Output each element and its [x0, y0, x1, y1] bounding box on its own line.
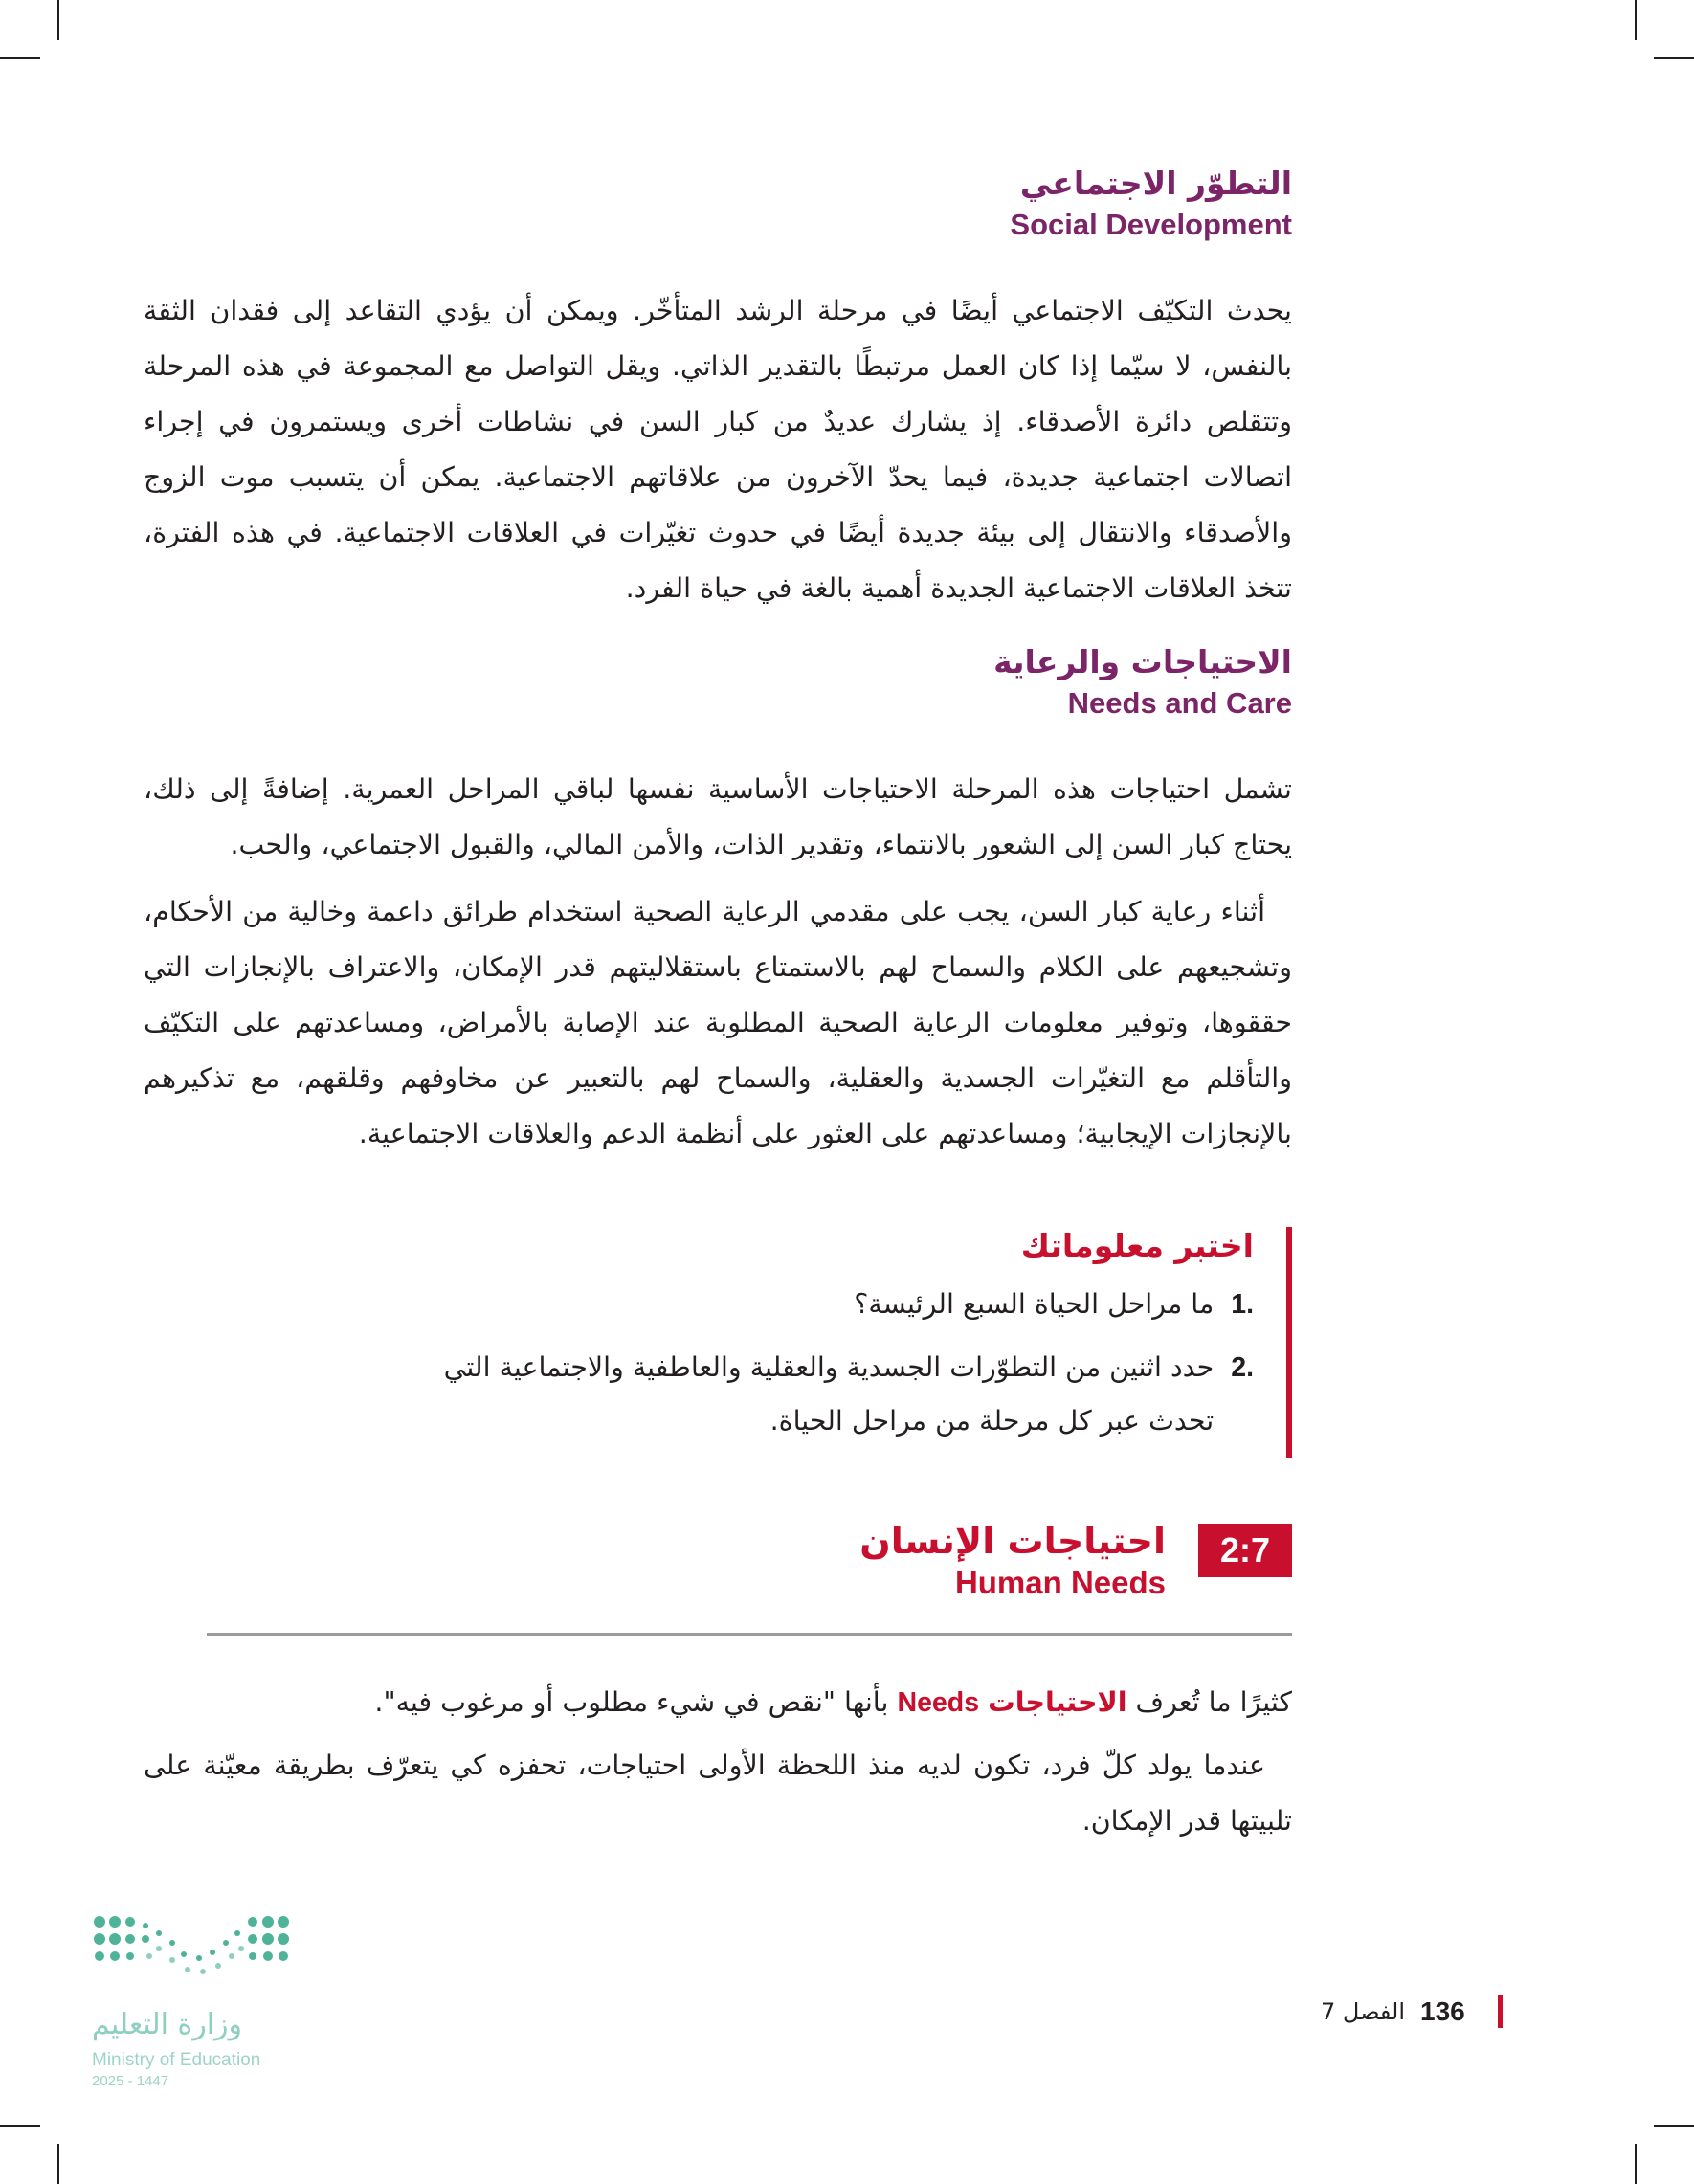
section-title-en: Human Needs	[954, 1565, 1166, 1600]
social-development-paragraph: يحدث التكيّف الاجتماعي أيضًا في مرحلة الرشد المتأخّر. ويمكن أن يؤدي التقاعد إلى فقدان الثقة بالنفس، لا سيّما إذا كان العمل مرتبطًا بالتقدير الذاتي. ويقل التواصل مع المجموعة في هذه المرحلة وتتقلص دائرة الأصدقاء. إذ يشارك عديدٌ من كبار السن في نشاطات أخرى ويستمرون في إجراء اتصالات اجتماعية جديدة، فيما يحدّ الآخرون من علاقاتهم الاجتماعية. يمكن أن يتسبب موت الزوج والأصدقاء والانتقال إلى بيئة جديدة أيضًا في حدوث تغيّرات في العلاقات الاجتماعية. في هذه الفترة، تتخذ العلاقات الاجتماعية الجديدة أهمية بالغة في حياة الفرد.	[144, 295, 1292, 604]
needs-definition	[144, 1675, 1292, 1730]
section-number: 2:7	[1219, 1530, 1271, 1570]
needs-care-title-en: Needs and Care	[1067, 686, 1292, 720]
page-footer	[1321, 1991, 1503, 2033]
quiz-question	[297, 1341, 1254, 1448]
quiz-question-number: 1.	[1231, 1289, 1254, 1320]
footer-divider	[1498, 1995, 1503, 2028]
human-needs-body	[144, 1675, 1292, 1849]
crop-mark	[1654, 57, 1694, 59]
crop-mark	[1635, 2144, 1637, 2184]
needs-care-section	[144, 643, 1292, 721]
logo-dots-icon	[92, 1914, 302, 1991]
social-development-title-en: Social Development	[1010, 208, 1292, 241]
social-development-body	[144, 283, 1292, 616]
section-divider	[207, 1633, 1292, 1636]
quiz-question	[297, 1278, 1254, 1331]
section-number-badge	[1198, 1524, 1292, 1577]
crop-mark	[0, 57, 40, 59]
needs-care-paragraph-2: أثناء رعاية كبار السن، يجب على مقدمي الرعاية الصحية استخدام طرائق داعمة وخالية من الأحكام، وتشجيعهم على الكلام والسماح لهم بالاستمتاع باستقلاليتهم قدر الإمكان، والاعتراف بالإنجازات التي حققوها، وتوفير معلومات الرعاية الصحية المطلوبة عند الإصابة بالأمراض، ومساعدتهم على التكيّف والتأقلم مع التغيّرات الجسدية والعقلية، والسماح لهم بالتعبير عن مخاوفهم وقلقهم، مع تذكيرهم بالإنجازات الإيجابية؛ ومساعدتهم على العثور على أنظمة الدعم والعلاقات الاجتماعية.	[144, 896, 1292, 1149]
quiz-question-text: ما مراحل الحياة السبع الرئيسة؟	[854, 1288, 1215, 1320]
logo-name-ar: وزارة التعليم	[92, 2008, 243, 2041]
chapter-label: الفصل 7	[1321, 1998, 1406, 2025]
needs-care-body	[144, 762, 1292, 1162]
needs-care-title-ar: الاحتياجات والرعاية	[993, 643, 1292, 680]
ministry-logo	[92, 1914, 312, 2106]
test-your-knowledge-box	[297, 1227, 1292, 1458]
needs-care-paragraph-1: تشمل احتياجات هذه المرحلة الاحتياجات الأساسية نفسها لباقي المراحل العمرية. إضافةً إلى ذلك، يحتاج كبار السن إلى الشعور بالانتماء، وتقدير الذات، والأمن المالي، والقبول الاجتماعي، والحب.	[144, 773, 1292, 860]
needs-term-ar: الاحتياجات	[988, 1686, 1127, 1718]
crop-mark	[1654, 2125, 1694, 2127]
logo-year: 2025 - 1447	[92, 2073, 169, 2089]
quiz-question-text: حدد اثنين من التطوّرات الجسدية والعقلية والعاطفية والاجتماعية التي تحدث عبر كل مرحلة من مراحل الحياة.	[443, 1351, 1215, 1437]
page-number: 136	[1420, 1996, 1465, 2026]
social-development-title-ar: التطوّر الاجتماعي	[1019, 165, 1292, 202]
crop-mark	[0, 2125, 40, 2127]
quiz-title: اختبر معلوماتك	[1020, 1227, 1254, 1264]
logo-name-en: Ministry of Education	[92, 2050, 261, 2070]
crop-mark	[57, 0, 59, 40]
quiz-question-number: 2.	[1231, 1352, 1254, 1383]
crop-mark	[1635, 0, 1637, 40]
section-title	[859, 1518, 1166, 1602]
section-title-ar: احتياجات الإنسان	[859, 1520, 1166, 1562]
needs-definition-after: بأنها "نقص في شيء مطلوب أو مرغوب فيه".	[374, 1686, 898, 1718]
needs-definition-before: كثيرًا ما تُعرف	[1126, 1686, 1292, 1718]
needs-term-en: Needs	[897, 1687, 980, 1718]
social-development-section	[144, 165, 1292, 242]
crop-mark	[57, 2144, 59, 2184]
human-needs-paragraph: عندما يولد كلّ فرد، تكون لديه منذ اللحظة الأولى احتياجات، تحفزه كي يتعرّف بطريقة معيّنة على تلبيتها قدر الإمكان.	[144, 1749, 1292, 1837]
